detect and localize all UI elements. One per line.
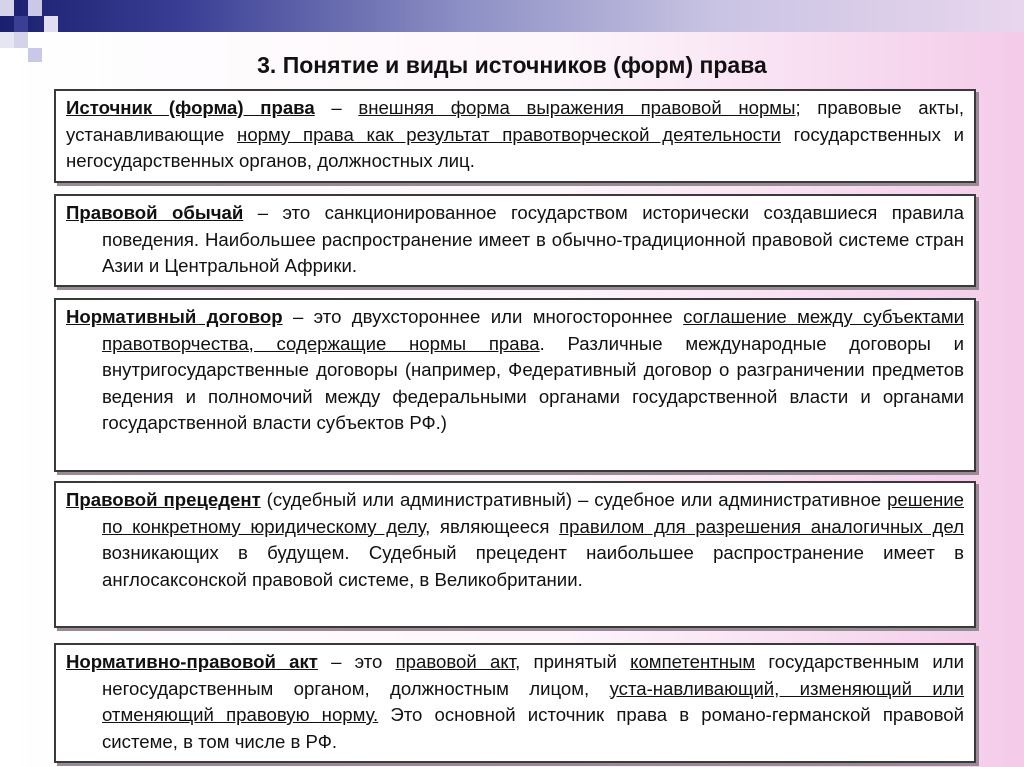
definition-box-normative-treaty [54,298,976,472]
definition-box-legal-custom [54,194,976,287]
text-fragment: , принятый [515,651,631,672]
decor-square-light-1 [0,0,14,16]
text-fragment: – это санкционированное государством исторически создавшиеся правила поведения. Наибольшее распространение имеет в обычно-традиционной правовой системе стран Азии и Центральной Африки. [102,202,964,276]
underlined-phrase: уста-навливающий, изменяющий или отменяющий правовую норму. [102,677,964,725]
definition-text [66,200,964,280]
decor-square-light-2 [28,0,42,16]
definition-box-source-of-law [54,89,976,183]
definition-text [66,95,964,175]
definition-box-normative-legal-act [54,643,976,763]
text-fragment: государственным или негосударственным органом, должностным лицом, [102,651,964,699]
text-fragment: ; правовые акты, устанавливающие [66,97,964,145]
text-fragment: возникающих в будущем. Судебный прецедент наибольшее распространение имеет в англосаксонской правовой системе, в Великобритании. [102,542,964,590]
term-normative-legal-act: Нормативно-правовой акт [66,651,318,672]
definition-box-legal-precedent [54,481,976,628]
text-fragment: , являющееся [425,515,560,537]
definition-text [66,649,964,755]
underlined-phrase: правилом для разрешения аналогичных дел [559,515,964,537]
term-source-of-law: Источник (форма) права [66,97,315,118]
text-fragment: – [314,97,359,118]
term-legal-custom: Правовой обычай [66,202,244,223]
term-normative-treaty: Нормативный договор [66,306,283,327]
text-fragment: (судебный или административный) – судебное или административное [260,489,888,510]
underlined-phrase: соглашение между субъектами правотворчества, содержащие нормы права [102,306,964,354]
decor-square-blue-1 [14,16,28,32]
decor-square-light-6 [0,32,14,48]
text-fragment: государственных и негосударственных органов, должностных лиц. [66,123,964,171]
underlined-phrase: внешняя форма выражения правовой нормы [358,97,796,118]
text-fragment: – это [317,651,396,672]
definition-text [66,304,964,437]
page-title: 3. Понятие и виды источников (форм) права [257,52,767,78]
text-fragment: . Различные международные договоры и внутригосударственные договоры (например, Федеративный договор о разграничении предметов ведения и полномочий между федеральными органами государственной власти и органами государственной власти субъектов РФ.) [102,332,965,433]
underlined-phrase: решение по конкретному юридическому делу [102,489,964,537]
text-fragment: Это основной источник права в романо-германской правовой системе, в том числе в РФ. [102,704,964,752]
definition-text [66,487,964,593]
underlined-phrase: правовой акт [395,651,516,672]
decor-square-light-4 [14,32,28,48]
underlined-phrase: компетентным [630,651,756,672]
term-legal-precedent: Правовой прецедент [66,489,261,510]
header-gradient-bar [0,0,1024,32]
underlined-phrase: норму права как результат правотворческой деятельности [237,123,781,145]
decor-square-light-3 [44,16,58,32]
text-fragment: – это двухстороннее или многостороннее [282,306,684,327]
